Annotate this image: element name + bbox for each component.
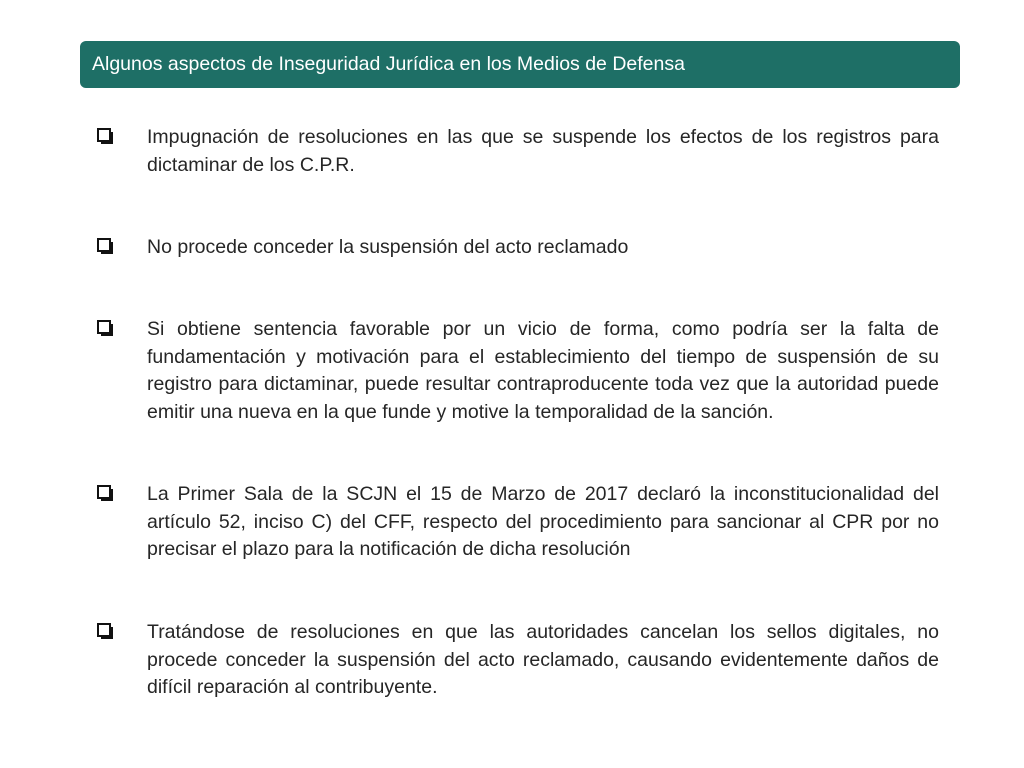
checkbox-icon [97,623,111,637]
bullet-item [97,619,939,702]
bullet-text: Tratándose de resoluciones en que las autoridades cancelan los sellos digitales, no procede conceder la suspensión del acto reclamado, causando evidentemente daños de difícil reparación al contribuyente. [147,621,939,698]
slide-title: Algunos aspectos de Inseguridad Jurídica en los Medios de Defensa [92,53,685,75]
checkbox-icon [97,128,111,142]
bullet-text: Si obtiene sentencia favorable por un vicio de forma, como podría ser la falta de fundamentación y motivación para el establecimiento del tiempo de suspensión de su registro para dictaminar, puede resultar contraproducente toda vez que la autoridad puede emitir una nueva en la que funde y motive la temporalidad de la sanción. [147,318,939,423]
checkbox-icon [97,320,111,334]
bullet-text: No procede conceder la suspensión del acto reclamado [147,236,629,258]
bullet-item [97,481,939,564]
bullet-text: Impugnación de resoluciones en las que se suspende los efectos de los registros para dictaminar de los C.P.R. [147,126,939,176]
bullet-item [97,316,939,426]
slide-title-bar [80,41,960,88]
checkbox-icon [97,238,111,252]
bullet-text: La Primer Sala de la SCJN el 15 de Marzo de 2017 declaró la inconstitucionalidad del artículo 52, inciso C) del CFF, respecto del procedimiento para sancionar al CPR por no precisar el plazo para la notificación de dicha resolución [147,483,939,560]
checkbox-icon [97,485,111,499]
bullet-item [97,124,939,179]
bullet-item [97,234,939,262]
